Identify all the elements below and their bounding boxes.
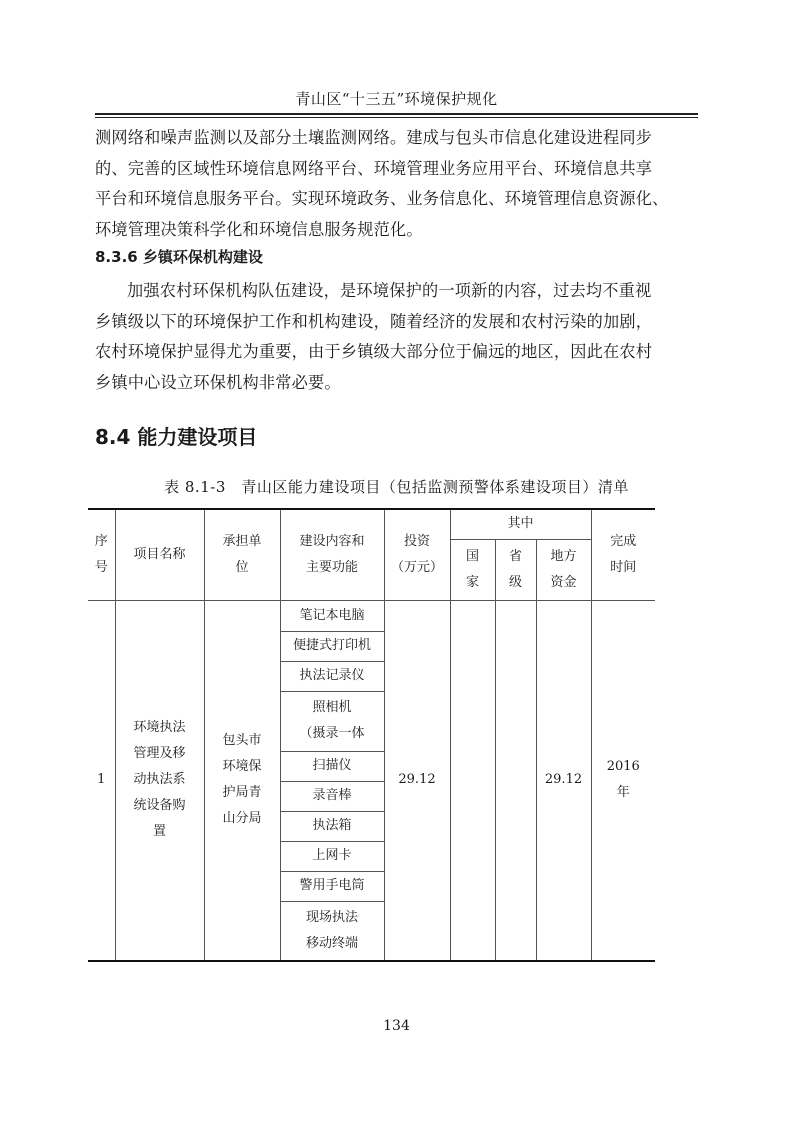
content-item: 警用手电筒: [280, 871, 384, 901]
cell-text: 动执法系: [133, 772, 186, 788]
cell-text: 统设备购: [133, 798, 186, 814]
paragraph-1: [95, 123, 698, 245]
content-item: 执法箱: [280, 811, 384, 841]
header-text: 承担单: [222, 533, 262, 549]
cell-text: 护局青: [222, 785, 262, 801]
row-local: 29.12: [536, 600, 591, 961]
header-text: 级: [508, 574, 522, 590]
subsection-title: 8.3.6 乡镇环保机构建设: [95, 248, 263, 266]
header-text: 建设内容和: [299, 533, 365, 549]
row-provincial: [495, 600, 536, 961]
content-item: 录音棒: [280, 781, 384, 811]
section-title: 8.4 能力建设项目: [95, 425, 258, 449]
cell-text: 环境执法: [133, 720, 186, 736]
header-text: （万元）: [390, 559, 443, 575]
table-caption: 表 8.1-3 青山区能力建设项目（包括监测预警体系建设项目）清单: [164, 478, 629, 496]
cell-text: （摄录一体: [299, 726, 365, 741]
cell-text: 山分局: [222, 811, 262, 827]
header-national: [450, 539, 495, 600]
paragraph-line: 的、完善的区域性环境信息网络平台、环境管理业务应用平台、环境信息共享: [95, 158, 653, 178]
content-item: [280, 901, 384, 961]
header-text: 位: [235, 559, 249, 575]
header-text: 资金: [550, 574, 577, 590]
content-item: 笔记本电脑: [280, 600, 384, 631]
paragraph-2: [95, 276, 698, 398]
content-item: [280, 691, 384, 751]
header-text: 投资: [403, 533, 430, 549]
cell-text: 置: [152, 824, 166, 840]
row-completion: [591, 600, 655, 961]
row-national: [450, 600, 495, 961]
row-unit: [204, 600, 280, 961]
row-investment: 29.12: [384, 600, 450, 961]
paragraph-line: 乡镇级以下的环境保护工作和机构建设，随着经济的发展和农村污染的加剧，: [95, 311, 653, 331]
paragraph-line: 农村环境保护显得尤为重要，由于乡镇级大部分位于偏远的地区，因此在农村: [95, 342, 653, 361]
cell-text: 年: [616, 785, 630, 801]
header-text: 时间: [610, 559, 637, 575]
header-text: 家: [465, 574, 479, 590]
paragraph-line: 乡镇中心设立环保机构非常必要。: [95, 372, 341, 392]
paragraph-line: 测网络和噪声监测以及部分土壤监测网络。建成与包头市信息化建设进程同步: [95, 128, 653, 147]
page-number: 134: [383, 1018, 410, 1034]
cell-text: 现场执法: [305, 909, 358, 925]
cell-text: 照相机: [312, 700, 352, 715]
row-seq: 1: [88, 600, 115, 961]
page-header: 青山区“十三五”环境保护规化: [295, 90, 498, 108]
header-seq: [88, 509, 115, 600]
paragraph-line: 平台和环境信息服务平台。实现环境政务、业务信息化、环境管理信息资源化、: [95, 189, 669, 208]
cell-text: 包头市: [222, 733, 262, 749]
row-name: [115, 600, 204, 961]
header-of-which: 其中: [450, 509, 591, 539]
header-investment: [384, 509, 450, 600]
header-text: 省: [508, 548, 522, 564]
header-text: 完成: [610, 533, 637, 549]
header-unit: [204, 509, 280, 600]
header-provincial: [495, 539, 536, 600]
content-item: 扫描仪: [280, 751, 384, 781]
header-text: 国: [465, 548, 479, 564]
paragraph-line: 加强农村环保机构队伍建设，是环境保护的一项新的内容，过去均不重视: [127, 281, 652, 300]
content-item: 便捷式打印机: [280, 631, 384, 661]
header-content: [280, 509, 384, 600]
header-rule: [95, 113, 698, 115]
header-text: 地方: [550, 548, 577, 564]
header-text: 主要功能: [305, 559, 358, 575]
content-item: 上网卡: [280, 841, 384, 871]
project-table: [88, 508, 655, 962]
paragraph-line: 环境管理决策科学化和环境信息服务规范化。: [95, 219, 423, 239]
header-completion: [591, 509, 655, 600]
cell-text: 环境保: [222, 759, 262, 775]
header-text: 号: [94, 559, 108, 575]
header-text: 序: [94, 533, 108, 549]
content-item: 执法记录仪: [280, 661, 384, 691]
header-local: [536, 539, 591, 600]
cell-text: 2016: [606, 759, 640, 775]
cell-text: 管理及移: [133, 746, 186, 762]
cell-text: 移动终端: [305, 935, 358, 951]
header-name: 项目名称: [115, 509, 204, 600]
header-rule-thin: [95, 117, 698, 118]
